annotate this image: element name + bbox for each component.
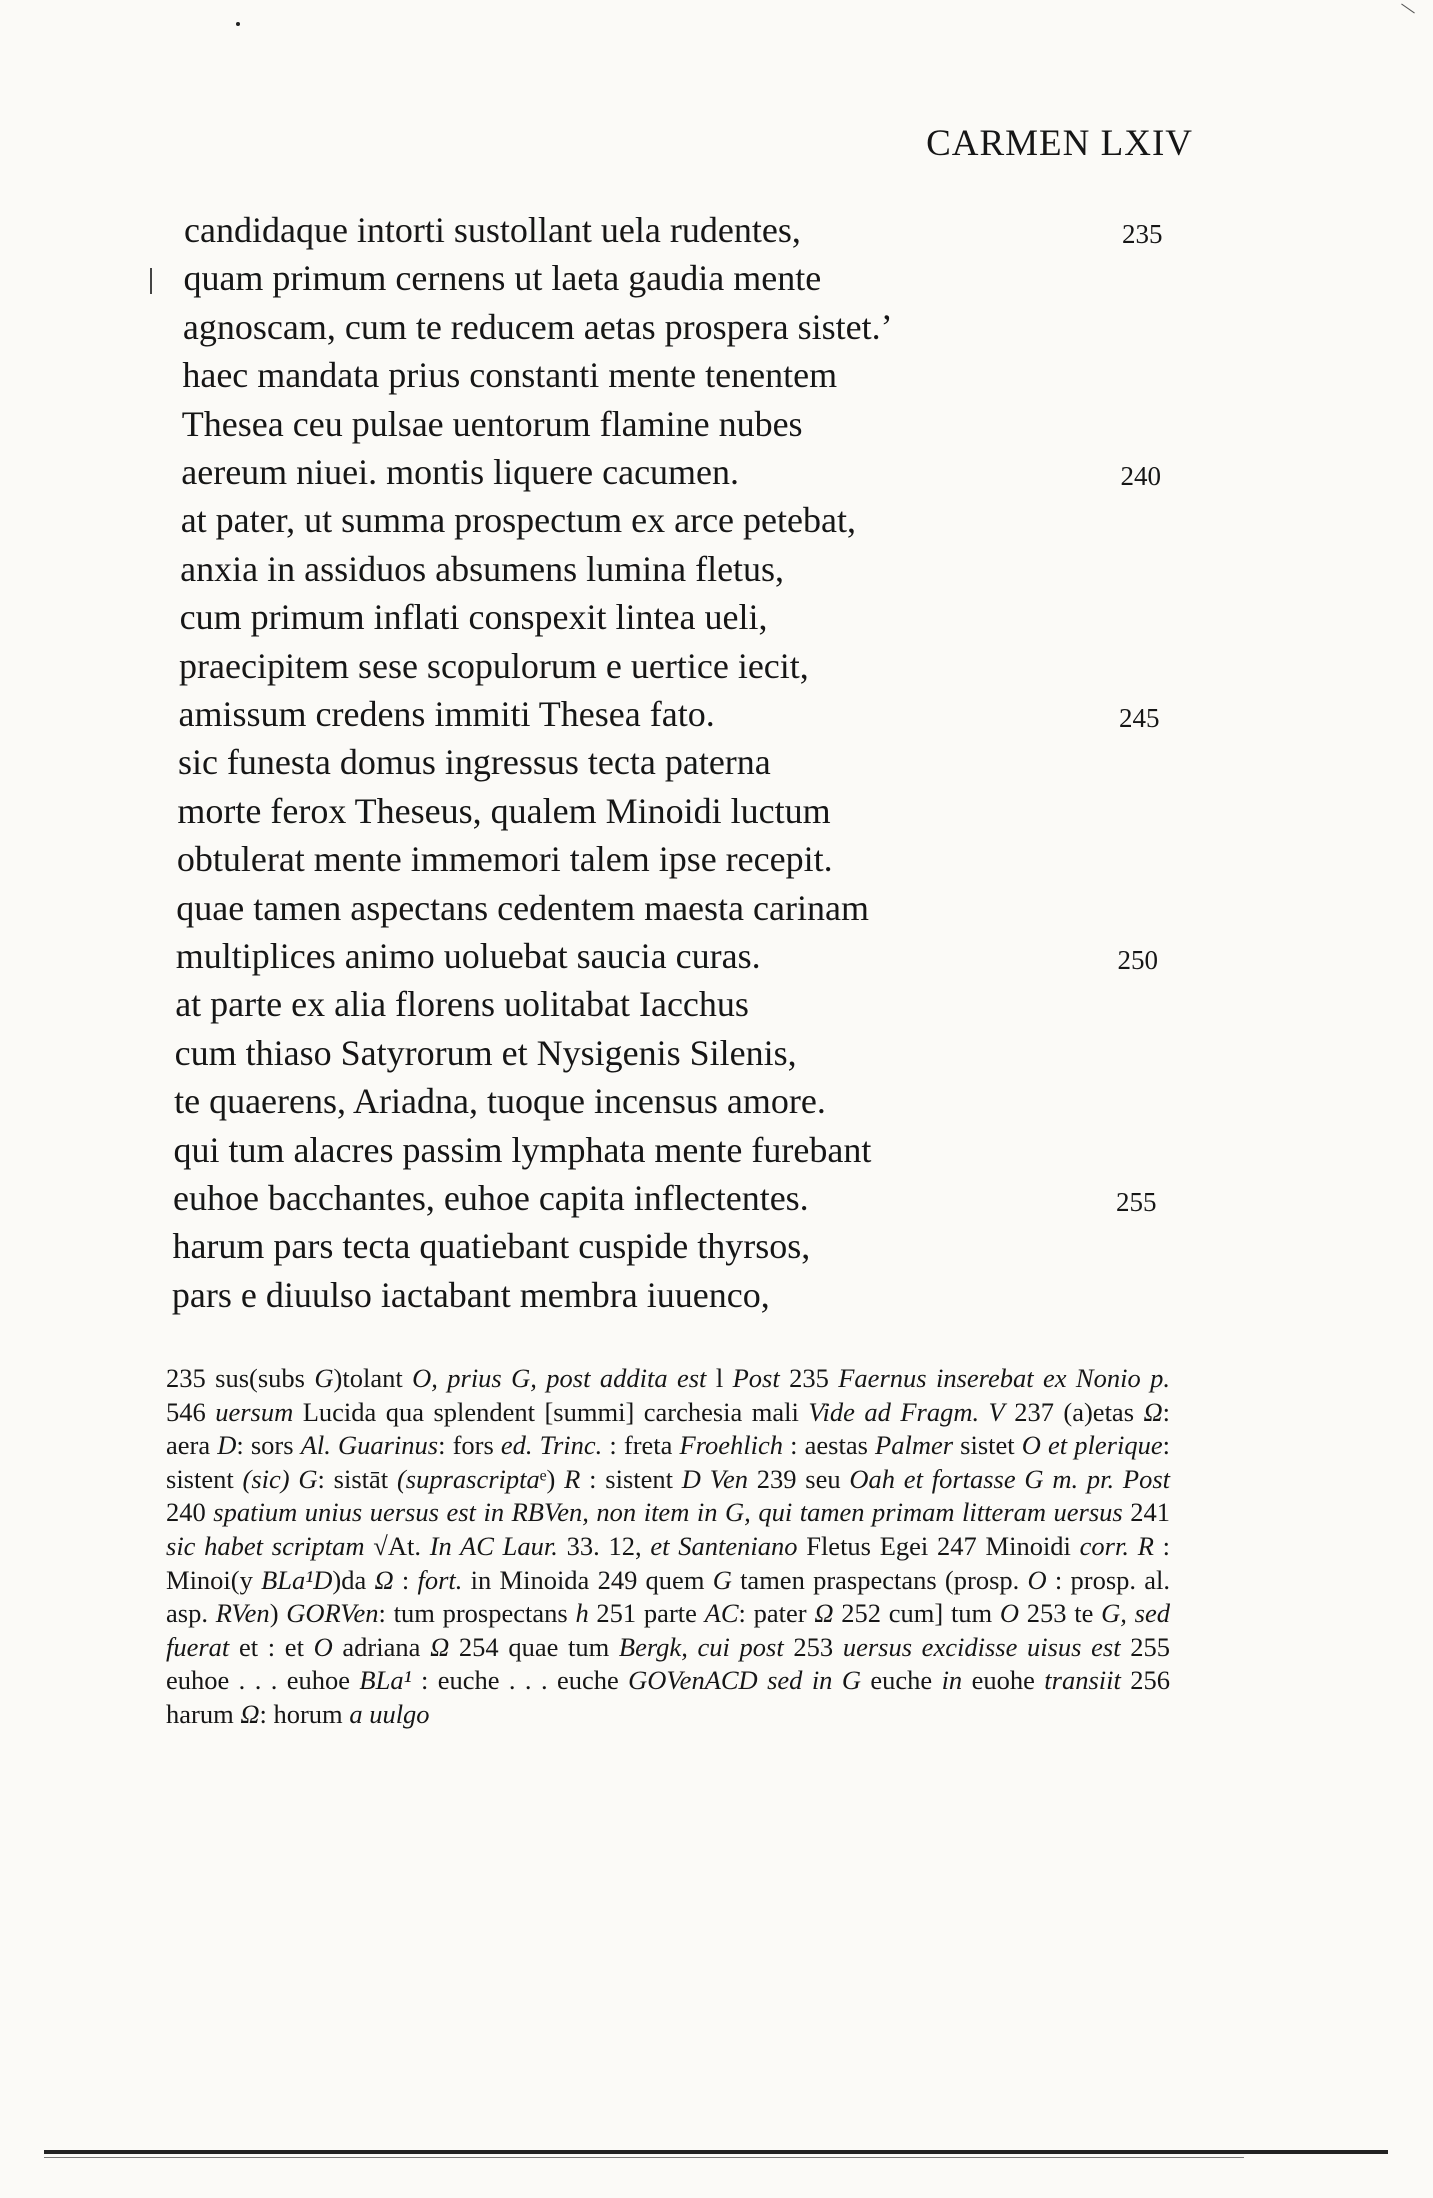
poem-line: multiplices animo uoluebat saucia curas. <box>175 936 761 976</box>
apparatus-segment: et Santeniano <box>650 1530 798 1561</box>
apparatus-segment: : aera <box>166 1396 1171 1461</box>
apparatus-segment: 254 quae tum <box>449 1631 619 1662</box>
apparatus-segment: 255 euhoe . . . euhoe <box>166 1631 1171 1696</box>
poem-line: aereum niuei. montis liquere cacumen. <box>181 452 740 492</box>
apparatus-segment: )tolant <box>333 1363 413 1393</box>
apparatus-segment: : horum <box>259 1698 350 1729</box>
bottom-rule <box>44 2150 1388 2154</box>
corner-mark <box>1401 4 1415 14</box>
apparatus-segment: GOVenACD sed in G <box>628 1665 861 1696</box>
line-number: 255 <box>1116 1187 1157 1217</box>
apparatus-segment: euohe <box>962 1665 1045 1696</box>
poem-line: at pater, ut summa prospectum ex arce petebat, <box>180 500 856 541</box>
poem-line: haec mandata prius constanti mente tenentem <box>182 355 838 396</box>
poem-line: amissum credens immiti Thesea fato. <box>178 694 715 734</box>
apparatus-segment: : euche . . . euche <box>411 1665 629 1696</box>
apparatus-segment: G <box>314 1363 334 1393</box>
apparatus-segment: 241 <box>1122 1497 1170 1528</box>
apparatus-segment: : aestas <box>783 1430 876 1461</box>
apparatus-segment: Post <box>732 1363 780 1393</box>
apparatus-segment: O <box>999 1598 1020 1629</box>
apparatus-segment: : sistent <box>166 1430 1170 1494</box>
apparatus-segment: a uulgo <box>349 1698 430 1729</box>
poem-line: at parte ex alia florens uolitabat Iacchus <box>175 984 749 1025</box>
apparatus-segment: uersum <box>215 1396 294 1427</box>
apparatus-segment: ) <box>269 1598 287 1629</box>
critical-apparatus <box>166 1362 1170 1732</box>
apparatus-segment: : sistāt <box>317 1463 397 1494</box>
apparatus-segment: : fors <box>438 1430 501 1461</box>
poem-line: obtulerat mente immemori talem ipse recepit. <box>176 839 833 880</box>
apparatus-segment: √At. <box>364 1530 430 1561</box>
ink-speck <box>236 22 240 26</box>
poem-line: cum primum inflati conspexit lintea ueli, <box>179 597 768 638</box>
apparatus-segment: transiit <box>1044 1665 1121 1696</box>
apparatus-segment <box>1114 1464 1123 1494</box>
apparatus-segment: uersus excidisse uisus est <box>842 1631 1121 1662</box>
apparatus-segment: Vide ad Fragm. V <box>808 1396 1005 1427</box>
apparatus-segment: sic habet scriptam <box>166 1530 365 1561</box>
poem-line: agnoscam, cum te reducem aetas prospera sistet.’ <box>182 306 893 347</box>
apparatus-segment: Ω <box>374 1564 394 1595</box>
poem-line: qui tum alacres passim lymphata mente furebant <box>173 1129 872 1170</box>
apparatus-segment: 235 sus(subs <box>166 1363 315 1393</box>
running-head: CARMEN LXIV <box>926 123 1193 164</box>
apparatus-segment: Froehlich <box>679 1430 784 1461</box>
poem-line: sic funesta domus ingressus tecta paterna <box>177 742 771 783</box>
apparatus-segment: 256 harum <box>166 1665 1170 1729</box>
apparatus-segment: In AC Laur. <box>429 1530 558 1561</box>
apparatus-segment: Ω <box>814 1598 834 1629</box>
apparatus-segment: O et plerique <box>1021 1430 1163 1461</box>
apparatus-segment: : prosp. al. asp. <box>166 1564 1170 1629</box>
apparatus-segment: ed. Trinc. <box>500 1430 603 1461</box>
apparatus-segment: BLa¹ <box>359 1665 412 1696</box>
apparatus-segment: : pater <box>738 1598 815 1629</box>
poem-line: harum pars tecta quatiebant cuspide thyrsos, <box>172 1226 811 1267</box>
apparatus-segment: 239 seu <box>747 1463 850 1494</box>
apparatus-segment: 546 <box>166 1396 216 1427</box>
apparatus-segment: )da <box>332 1564 375 1595</box>
poem-line: candidaque intorti sustollant uela rudentes, <box>184 210 801 250</box>
apparatus-segment: tamen praspectans (prosp. <box>731 1564 1028 1595</box>
poem-line: quam primum cernens ut laeta gaudia mente <box>183 258 822 299</box>
apparatus-segment: Bergk, cui post <box>618 1631 784 1662</box>
apparatus-segment: : <box>393 1564 418 1595</box>
poem-line: cum thiaso Satyrorum et Nysigenis Silenis, <box>174 1032 797 1073</box>
apparatus-segment: l <box>706 1363 733 1393</box>
apparatus-segment: in Minoida 249 quem <box>462 1564 713 1595</box>
apparatus-segment: 235 <box>779 1363 839 1393</box>
apparatus-segment: fort. <box>417 1564 463 1595</box>
apparatus-segment: : freta <box>602 1430 680 1461</box>
apparatus-segment: 33. 12, <box>557 1530 651 1561</box>
apparatus-segment: 253 <box>783 1631 843 1662</box>
apparatus-segment: O <box>313 1631 333 1662</box>
line-number: 245 <box>1119 703 1160 733</box>
apparatus-segment: ᵉ) <box>539 1463 565 1494</box>
apparatus-segment: spatium unius uersus est in RBVen, non item in G, qui tamen primam litteram uersus <box>213 1497 1123 1528</box>
apparatus-segment: Al. Guarinus <box>300 1430 439 1461</box>
apparatus-segment: G <box>712 1564 732 1595</box>
poem-line: te quaerens, Ariadna, tuoque incensus amore. <box>174 1081 826 1122</box>
apparatus-segment: O, prius G, post addita est <box>412 1363 707 1393</box>
apparatus-segment: (suprascripta <box>396 1463 540 1494</box>
poem-line: morte ferox Theseus, qualem Minoidi luctum <box>177 790 831 831</box>
bottom-rule-shadow <box>44 2157 1244 2158</box>
apparatus-segment: Oah et fortasse G m. pr. <box>849 1463 1115 1494</box>
apparatus-segment: corr. R <box>1079 1530 1154 1561</box>
line-number: 250 <box>1117 945 1158 975</box>
apparatus-segment: GORVen <box>286 1598 379 1629</box>
apparatus-segment: Palmer <box>875 1430 954 1461</box>
apparatus-segment: Ω <box>1143 1396 1163 1427</box>
poem-line: anxia in assiduos absumens lumina fletus, <box>180 548 785 589</box>
apparatus-segment: : Minoi(y <box>166 1530 1171 1595</box>
poem-line: Thesea ceu pulsae uentorum flamine nubes <box>181 403 803 444</box>
apparatus-segment: O <box>1027 1564 1047 1595</box>
line-number: 240 <box>1120 461 1161 491</box>
apparatus-segment: (sic) G <box>242 1463 318 1494</box>
apparatus-segment: : sistent <box>580 1463 682 1494</box>
apparatus-segment: Post <box>1122 1463 1171 1494</box>
poem-line: pars e diuulso iactabant membra iuuenco, <box>171 1274 770 1315</box>
apparatus-segment: 253 te <box>1019 1598 1102 1629</box>
apparatus-segment: euche <box>860 1665 942 1696</box>
apparatus-segment: Fletus Egei 247 Minoidi <box>797 1530 1080 1561</box>
apparatus-segment: : sors <box>236 1430 301 1461</box>
apparatus-segment: BLa¹D <box>261 1564 333 1595</box>
apparatus-segment: h <box>575 1598 589 1629</box>
apparatus-segment: R <box>564 1463 581 1494</box>
apparatus-segment: Ω <box>430 1631 450 1662</box>
apparatus-segment: : tum prospectans <box>378 1598 576 1629</box>
apparatus-segment: in <box>941 1665 963 1696</box>
apparatus-segment: 240 <box>166 1497 214 1528</box>
apparatus-segment: 252 cum] tum <box>833 1598 1000 1629</box>
line-number: 235 <box>1122 219 1163 249</box>
apparatus-segment: et : et <box>229 1631 314 1662</box>
apparatus-segment: AC <box>704 1598 739 1629</box>
apparatus-segment: adriana <box>332 1631 431 1662</box>
apparatus-segment: 237 (a)etas <box>1004 1396 1144 1427</box>
apparatus-segment: D <box>217 1430 237 1461</box>
margin-pencil-mark <box>150 268 152 294</box>
apparatus-segment: RVen <box>215 1598 270 1629</box>
apparatus-segment: G, sed fuerat <box>166 1598 1171 1662</box>
apparatus-segment: 251 parte <box>588 1598 705 1629</box>
apparatus-segment: sistet <box>953 1430 1022 1461</box>
apparatus-segment: Ω <box>240 1698 260 1729</box>
poem-line: praecipitem sese scopulorum e uertice iecit, <box>179 645 809 686</box>
apparatus-segment: Lucida qua splendent [summi] carchesia mali <box>293 1396 809 1427</box>
apparatus-segment: Faernus inserebat ex Nonio p. <box>838 1363 1170 1393</box>
poem-line: euhoe bacchantes, euhoe capita inflectentes. <box>173 1178 809 1218</box>
poem-line: quae tamen aspectans cedentem maesta carinam <box>176 887 869 928</box>
apparatus-segment: D Ven <box>681 1463 748 1494</box>
